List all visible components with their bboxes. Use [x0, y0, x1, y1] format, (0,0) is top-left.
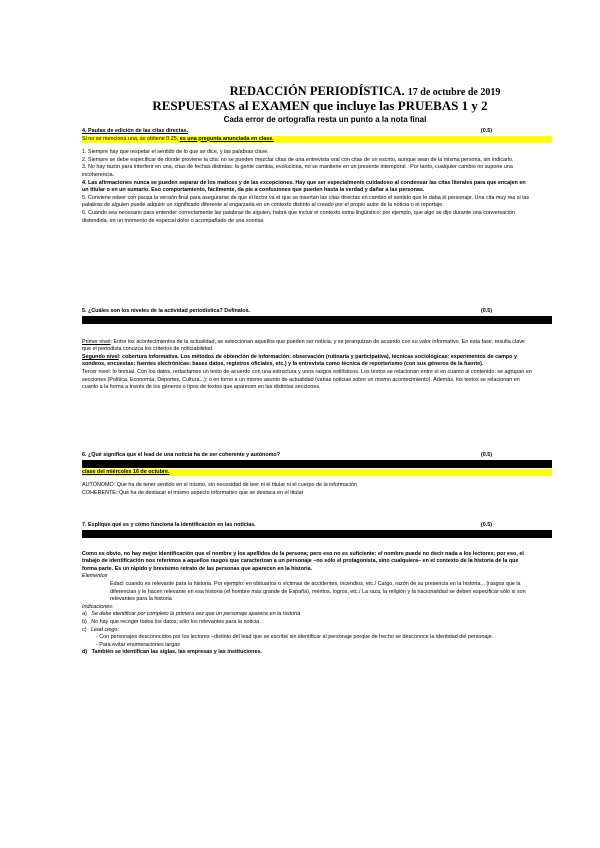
indicacion-c: c) Lead ciego:	[82, 626, 119, 633]
level-1-label: Primer nivel	[82, 338, 111, 345]
title-date: 17 de octubre de 2019	[407, 87, 501, 98]
question-6-heading	[82, 452, 532, 460]
question-4-title: 4. Pautas de edición de las citas directas.	[82, 128, 189, 134]
level-2-text: : cobertura informativa. Los métodos de obtención de información: observación (rutinaria y participativa), técnicas sociológicas: experimentos de campo y sondeos, encuestas; fuentes electrónicas: bases datos, registros oficiales, etc.) y la entrevista como técnica de reporterismo (con sus géneros de la fuente).	[82, 353, 517, 368]
level-1-text: : Entre los acontecimientos de la actualidad, se seleccionan aquellos que pueden ser noticia, y se jerarquizan de acuerdo con su valor informativo. En esta fase, resulta clave que el periodista conozca los criterios de noticiabilidad.	[82, 338, 525, 353]
answer-6-autonomo: AUTÓNOMO: Que ha de tener sentido en sí mismo, sin necesidad de leer ni el titular ni el cuerpo de la información	[82, 482, 358, 489]
elementos-label: Elementos	[82, 573, 108, 580]
answer-4-item-6: 6. Cuando sea necesario para entender correctamente las palabras de alguien, habrá que incluir el contexto extra-lingüístico: por ejemplo, que algo se dijo durante una conversación distendida, en un momento de especial dolor o acompañado de una sonrisa	[82, 209, 516, 224]
answer-4-item-3: 3. No hay razón para interferir en una, citas de fechas distintas: la gente cambia, evoluciona, no se mantiene en un presente intemporal . Por tanto, cualquier cambio no supone una incoherencia.	[82, 164, 513, 178]
question-6-points: (0.5)	[480, 452, 492, 458]
indicacion-d: d) También se identifican las siglas, las empresas y las instituciones.	[82, 649, 262, 656]
title-main: REDACCIÓN PERIODÍSTICA.	[229, 84, 405, 98]
answer-6-coherente: COHERENTE: Que ha de destacar el mismo aspecto informativo que se destaca en el titular	[82, 489, 304, 496]
document-title	[0, 84, 600, 99]
spelling-note: Cada error de ortografía resta un punto a la nota final	[223, 115, 427, 124]
question-7	[82, 522, 532, 657]
black-bar	[82, 316, 552, 324]
question-5-title: 5. ¿Cuáles son los niveles de la actividad periodística? Defínalos.	[82, 308, 251, 314]
question-7-title: 7. Explique qué es y cómo funciona la identificación en las noticias.	[82, 522, 256, 528]
question-4-note-b: es una pregunta anunciada en clase.	[179, 135, 274, 142]
answer-5-level-1	[82, 339, 532, 354]
question-6-title: 6. ¿Qué significa que el lead de una noticia ha de ser coherente y autónomo?	[82, 452, 281, 458]
black-bar	[82, 530, 552, 538]
answer-7-intro: Como es obvio, no hay mejor identificación que el nombre y los apellidos de la persona; pero eso no es suficiente: el nombre puede no decir nada a los lectores; por eso, el trabajo de identificación nos referimos a aquellos rasgos que caracterizan a un personaje –no sólo el protagonista, sino cualquiera– en el contexto de la historia de la que forma parte. Es un rápido y brevísimo retrato de las personas que aparecen en la historia.	[82, 550, 524, 572]
indicacion-b: b) No hay que recoger todos los datos; sólo los relevantes para la noticia	[82, 618, 260, 625]
level-2-label: Segundo nivel	[82, 353, 119, 360]
question-5	[82, 308, 532, 392]
indicacion-c1: - Con personajes desconocidos por los lectores –distinto del lead que se escribe sin identificar al personaje porque de hecho se desconoce la identidad del personaje.	[96, 634, 494, 641]
question-5-points: (0.5)	[480, 308, 492, 314]
question-4-note: Si no se menciona una, se obtiene 0.25, es una pregunta anunciada en clase.	[82, 136, 552, 144]
answer-5-level-2	[82, 354, 532, 369]
answer-4-item-4: 4. Las afirmaciones nunca se pueden separar de los matices y de las excepciones. Hay que ser especialmente cuidadoso al condensar las citas literales para que encajen en un titular o en un sumario. Eso comportamiento, fácilmente, da pie a confusiones que pueden hasta la verdad y dañar a las personas.	[82, 179, 526, 194]
black-bar	[82, 460, 552, 468]
question-4-points: (0.5)	[480, 128, 492, 134]
question-5-heading	[82, 308, 532, 316]
question-4-note-a: Si no se menciona una, se obtiene 0.25	[82, 135, 177, 142]
elementos-text: Edad: cuando es relevante para la historia. Por ejemplo: en obituarios o víctimas de accidentes, incendios, etc./ Cargo, razón de su presencia en la historia... (rasgos que la diferencian y le hacen relevante en esa historia (el hombre más grande de España), méritos, logros, etc./ La raza, la religión y la nacionalidad se deben especificar sólo si son relevantes para la historia	[110, 580, 526, 603]
indicacion-c2: - Para evitar enumeraciones largas	[96, 641, 180, 648]
question-4	[82, 128, 532, 225]
answer-4-item-5: 5. Conviene releer con pausa la versión final para asegurarse de que el lector va el que se insertan las citas directas en cambio el sentido que le daba el personaje. Una cita muy rea si las palabras de alguien puede adquirir un significado diferente al engarzarla en un contexto distinto al creado por el propio autor de la noticia o el reportaje.	[82, 194, 530, 209]
document-subtitle: RESPUESTAS al EXAMEN que incluye las PRUEBAS 1 y 2	[152, 98, 488, 113]
question-7-heading	[82, 522, 532, 530]
question-6	[82, 452, 532, 497]
answer-4-item-1: 1. Siempre hay que respetar el sentido de lo que se dice, y las palabras clave.	[82, 149, 269, 156]
question-6-note: clase del miércoles 16 de octubre.	[82, 469, 552, 477]
indicaciones-label: Indicaciones:	[82, 603, 114, 610]
indicacion-a: a) Se debe identificar por completo la primera vez que un personaje aparece en la historia	[82, 611, 301, 618]
question-7-points: (0.5)	[480, 522, 492, 528]
answer-4-item-2: 2. Siempre se debe especificar de dónde proviene la cita: no se pueden mezclar citas de una entrevista oral con citas de un escrito, aunque sean de la misma persona, sin indicarlo.	[82, 156, 514, 163]
question-4-heading	[82, 128, 532, 136]
answer-5-level-3: Tercer nivel: lo textual. Con los datos, redactamos un texto de acuerdo con una estructura y unos rasgos estilísticos. Los textos se relacionan entre sí en cuanto al contenido: se agrupan en secciones (Política, Economía, Deportes, Cultura...); o en torno a un mismo asunto de actualidad (varias noticias sobre un mismo acontecimiento). Además, los textos se relacionan en cuanto a la forma a través de los géneros o tipos de textos que aparecen en las distintas secciones.	[82, 368, 532, 391]
